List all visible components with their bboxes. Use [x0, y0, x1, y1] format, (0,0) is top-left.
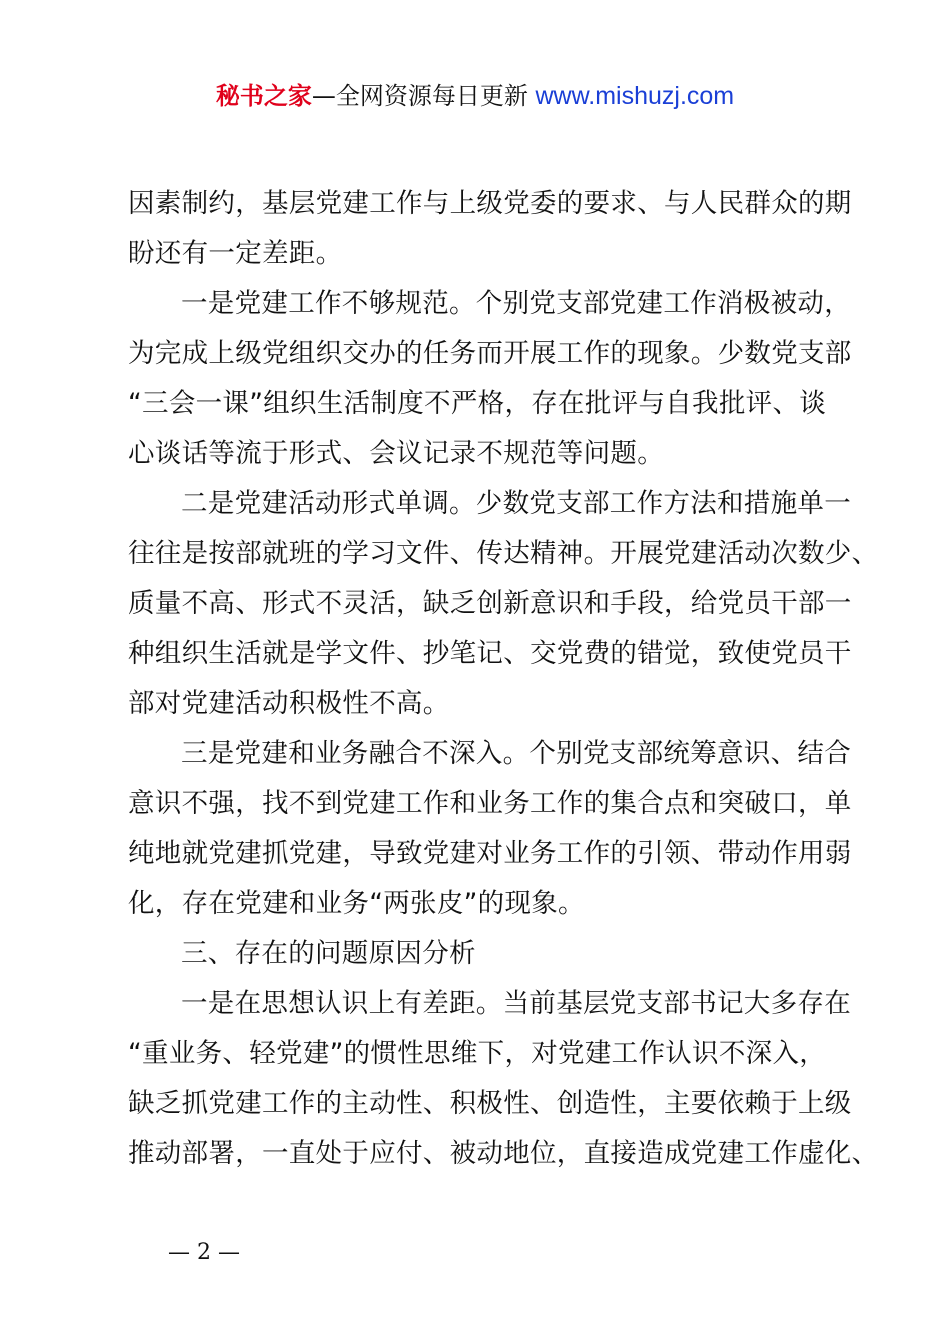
text-line: 为完成上级党组织交办的任务而开展工作的现象。少数党支部 [128, 338, 852, 369]
text-line: 二是党建活动形式单调。少数党支部工作方法和措施单一 [181, 488, 851, 519]
site-url-link[interactable]: www.mishuzj.com [535, 82, 735, 110]
text-line: 意识不强，找不到党建工作和业务工作的集合点和突破口，单 [128, 788, 852, 819]
text-line: 纯地就党建抓党建，导致党建对业务工作的引领、带动作用弱 [128, 838, 852, 869]
text-line: 三、存在的问题原因分析 [181, 938, 476, 969]
paragraph-point-2 [128, 479, 879, 729]
document-body [128, 179, 879, 1179]
text-line: “重业务、轻党建”的惯性思维下，对党建工作认识不深入， [128, 1038, 827, 1069]
text-line: 盼还有一定差距。 [128, 238, 343, 269]
section-heading [128, 929, 848, 979]
text-line: 化，存在党建和业务“两张皮”的现象。 [128, 888, 585, 919]
text-line: 种组织生活就是学文件、抄笔记、交党费的错觉，致使党员干 [128, 638, 852, 669]
paragraph-point-3 [128, 729, 852, 929]
text-line: 因素制约，基层党建工作与上级党委的要求、与人民群众的期 [128, 188, 852, 219]
text-line: 缺乏抓党建工作的主动性、积极性、创造性，主要依赖于上级 [128, 1088, 852, 1119]
text-line: 部对党建活动积极性不高。 [128, 688, 450, 719]
text-line: 推动部署，一直处于应付、被动地位，直接造成党建工作虚化、 [128, 1138, 879, 1169]
text-line: 往往是按部就班的学习文件、传达精神。开展党建活动次数少、 [128, 538, 879, 569]
site-header [0, 78, 950, 114]
paragraph-point-1 [128, 279, 852, 479]
paragraph-continuation [128, 179, 852, 279]
text-line: 三是党建和业务融合不深入。个别党支部统筹意识、结合 [181, 738, 851, 769]
header-tagline: —全网资源每日更新 [311, 82, 536, 110]
text-line: 一是在思想认识上有差距。当前基层党支部书记大多存在 [181, 988, 851, 1019]
page-number: — 2 — [168, 1240, 240, 1265]
text-line: 质量不高、形式不灵活，缺乏创新意识和手段，给党员干部一 [128, 588, 852, 619]
text-line: “三会一课”组织生活制度不严格，存在批评与自我批评、谈 [128, 388, 827, 419]
paragraph-cause-1 [128, 979, 879, 1179]
text-line: 心谈话等流于形式、会议记录不规范等问题。 [128, 438, 664, 469]
text-line: 一是党建工作不够规范。个别党支部党建工作消极被动， [181, 288, 851, 319]
brand-name: 秘书之家 [215, 82, 312, 110]
